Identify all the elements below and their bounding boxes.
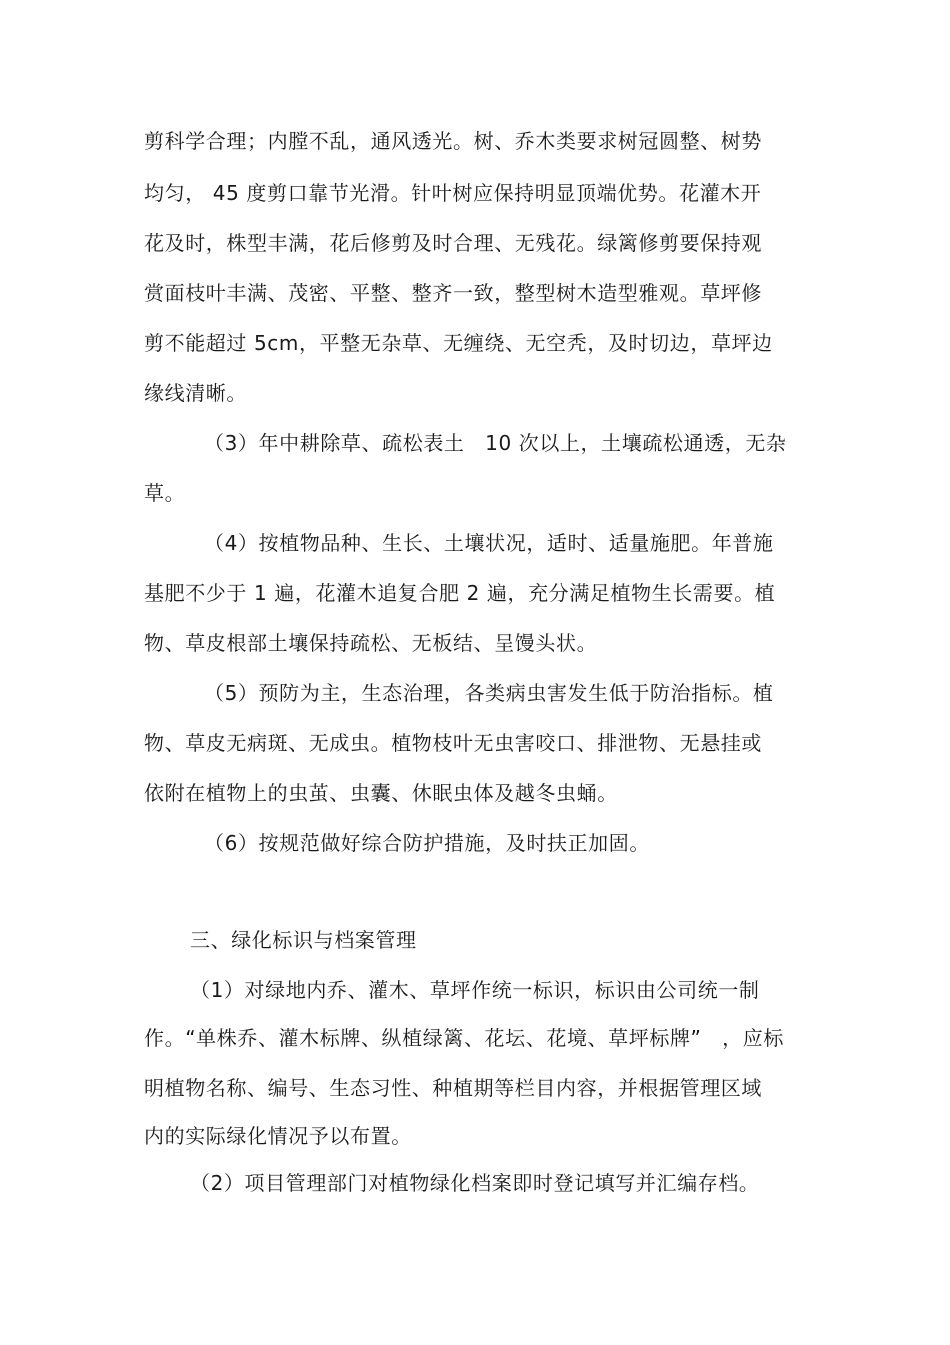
text-line: 物、草皮无病斑、无成虫。植物枝叶无虫害咬口、排泄物、无悬挂或 [144,731,762,755]
text-line: 草。 [144,481,186,505]
text-line: （1）对绿地内乔、灌木、草坪作统一标识，标识由公司统一制 [190,978,760,1002]
text-line: （6）按规范做好综合防护措施，及时扶正加固。 [204,831,650,855]
text-line: （2）项目管理部门对植物绿化档案即时登记填写并汇编存档。 [190,1171,760,1195]
text-line: 明植物名称、编号、生态习性、种植期等栏目内容，并根据管理区域 [144,1076,762,1100]
text-line: （4）按植物品种、生长、土壤状况，适时、适量施肥。年普施 [204,531,774,555]
text-line: 物、草皮根部土壤保持疏松、无板结、呈馒头状。 [144,631,598,655]
text-line: 剪不能超过 5cm，平整无杂草、无缠绕、无空秃，及时切边，草坪边 [144,331,773,355]
text-line: （5）预防为主，生态治理，各类病虫害发生低于防治指标。植 [204,681,774,705]
text-line: 内的实际绿化情况予以布置。 [144,1124,412,1148]
text-line: 均匀， 45 度剪口靠节光滑。针叶树应保持明显顶端优势。花灌木开 [144,181,762,205]
section-heading: 三、绿化标识与档案管理 [190,928,417,952]
text-line: 花及时，株型丰满，花后修剪及时合理、无残花。绿篱修剪要保持观 [144,231,762,255]
text-line: 缘线清晰。 [144,381,247,405]
text-line: 依附在植物上的虫茧、虫囊、休眠虫体及越冬虫蛹。 [144,781,618,805]
text-line: 赏面枝叶丰满、茂密、平整、整齐一致，整型树木造型雅观。草坪修 [144,281,762,305]
text-line: 作。“单株乔、灌木标牌、纵植绿篱、花坛、花境、草坪标牌” ，应标 [144,1026,784,1050]
text-line: 基肥不少于 1 遍，花灌木追复合肥 2 遍，充分满足植物生长需要。植 [144,581,776,605]
text-line: 剪科学合理；内膛不乱，通风透光。树、乔木类要求树冠圆整、树势 [144,129,762,153]
text-line: （3）年中耕除草、疏松表土 10 次以上，土壤疏松通透，无杂 [204,431,787,455]
